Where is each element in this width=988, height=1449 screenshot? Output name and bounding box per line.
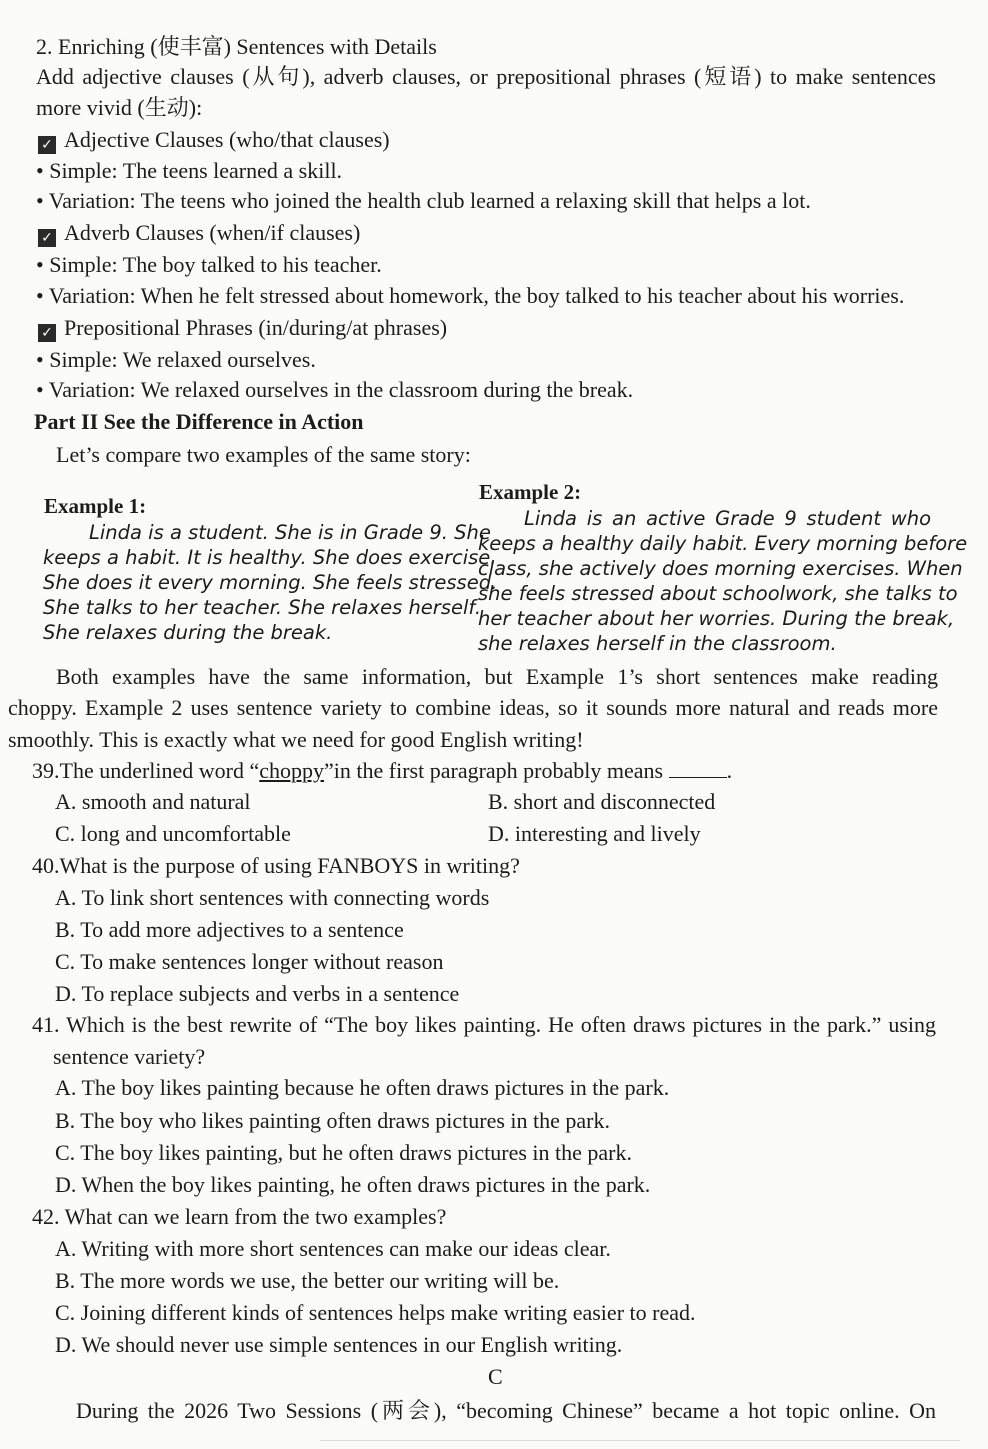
example-line: class, she actively does morning exercises. When (478, 557, 963, 580)
checkbox-icon: ✓ (38, 136, 56, 154)
summary-line: Both examples have the same information, but Example 1’s short sentences make reading (56, 664, 938, 689)
example-title: Example 1: (44, 494, 147, 518)
example-variation: • Variation: We relaxed ourselves in the classroom during the break. (36, 377, 634, 402)
option-d: D. When the boy likes painting, he often draws pictures in the park. (55, 1172, 651, 1197)
summary-line: choppy. Example 2 uses sentence variety to combine ideas, so it sounds more natural and reads more (8, 695, 938, 720)
subheading-text: Adverb Clauses (when/if clauses) (64, 220, 361, 245)
option-c: C. To make sentences longer without reason (55, 949, 444, 974)
example-line: Linda is an active Grade 9 student who (524, 507, 931, 530)
example-line: she relaxes herself in the classroom. (478, 632, 837, 655)
example-line: keeps a healthy daily habit. Every morning before (478, 532, 968, 555)
example-line: Linda is a student. She is in Grade 9. She (89, 521, 491, 544)
question-42-stem: 42. What can we learn from the two examples? (32, 1204, 447, 1229)
example-variation: • Variation: When he felt stressed about homework, the boy talked to his teacher about his worries. (36, 283, 905, 308)
question-39-stem (32, 756, 732, 786)
section-heading: 2. Enriching (使丰富) Sentences with Details (36, 34, 437, 59)
option-a: A. The boy likes painting because he often draws pictures in the park. (55, 1075, 670, 1100)
passage-first-line: During the 2026 Two Sessions (两会), “becoming Chinese” became a hot topic online. On (76, 1398, 936, 1423)
question-40-stem: 40.What is the purpose of using FANBOYS in writing? (32, 853, 520, 878)
intro-line: Add adjective clauses (从句), adverb clauses, or prepositional phrases (短语) to make sentences (36, 64, 936, 89)
checkbox-icon: ✓ (38, 324, 56, 342)
underlined-word: choppy (259, 758, 325, 783)
example-line: keeps a habit. It is healthy. She does exercise. (43, 546, 497, 569)
example-simple: • Simple: We relaxed ourselves. (36, 347, 316, 372)
option-b: B. The more words we use, the better our writing will be. (55, 1268, 560, 1293)
summary-line: smoothly. This is exactly what we need for good English writing! (8, 727, 584, 752)
part-intro: Let’s compare two examples of the same story: (56, 442, 471, 467)
option-a: A. Writing with more short sentences can make our ideas clear. (55, 1236, 611, 1261)
subheading (38, 218, 360, 248)
example-line: she feels stressed about schoolwork, she talks to (478, 582, 958, 605)
example-variation: • Variation: The teens who joined the health club learned a relaxing skill that helps a lot. (36, 188, 811, 213)
answer-blank (669, 759, 727, 778)
example-line: She talks to her teacher. She relaxes herself. (43, 596, 482, 619)
stem-text: . (726, 758, 733, 783)
question-41-stem: 41. Which is the best rewrite of “The boy likes painting. He often draws pictures in the park.” using (32, 1012, 936, 1037)
example-simple: • Simple: The teens learned a skill. (36, 158, 343, 183)
option-c: C. The boy likes painting, but he often draws pictures in the park. (55, 1140, 632, 1165)
option-b: B. short and disconnected (488, 789, 716, 814)
option-d: D. We should never use simple sentences in our English writing. (55, 1332, 623, 1357)
example-simple: • Simple: The boy talked to his teacher. (36, 252, 382, 277)
option-b: B. The boy who likes painting often draws pictures in the park. (55, 1108, 610, 1133)
option-d: D. To replace subjects and verbs in a sentence (55, 981, 460, 1006)
example-line: She relaxes during the break. (43, 621, 333, 644)
option-a: A. To link short sentences with connecting words (55, 885, 490, 910)
example-line: She does it every morning. She feels stressed. (43, 571, 498, 594)
example-title: Example 2: (479, 480, 582, 504)
option-a: A. smooth and natural (55, 789, 251, 814)
option-c: C. long and uncomfortable (55, 821, 291, 846)
option-c: C. Joining different kinds of sentences helps make writing easier to read. (55, 1300, 696, 1325)
subheading (38, 125, 390, 155)
option-b: B. To add more adjectives to a sentence (55, 917, 404, 942)
question-41-stem-cont: sentence variety? (53, 1044, 206, 1069)
option-d: D. interesting and lively (488, 821, 701, 846)
example-line: her teacher about her worries. During the break, (478, 607, 955, 630)
subheading (38, 313, 447, 343)
checkbox-icon: ✓ (38, 229, 56, 247)
intro-line: more vivid (生动): (36, 95, 203, 120)
stem-text: ”in the first paragraph probably means (324, 758, 664, 783)
stem-text: 39.The underlined word “ (32, 758, 260, 783)
example-1 (43, 494, 498, 645)
part-heading: Part II See the Difference in Action (34, 409, 364, 434)
subheading-text: Prepositional Phrases (in/during/at phrases) (64, 315, 448, 340)
passage-letter: C (488, 1364, 503, 1389)
subheading-text: Adjective Clauses (who/that clauses) (64, 127, 390, 152)
example-2 (478, 480, 968, 656)
